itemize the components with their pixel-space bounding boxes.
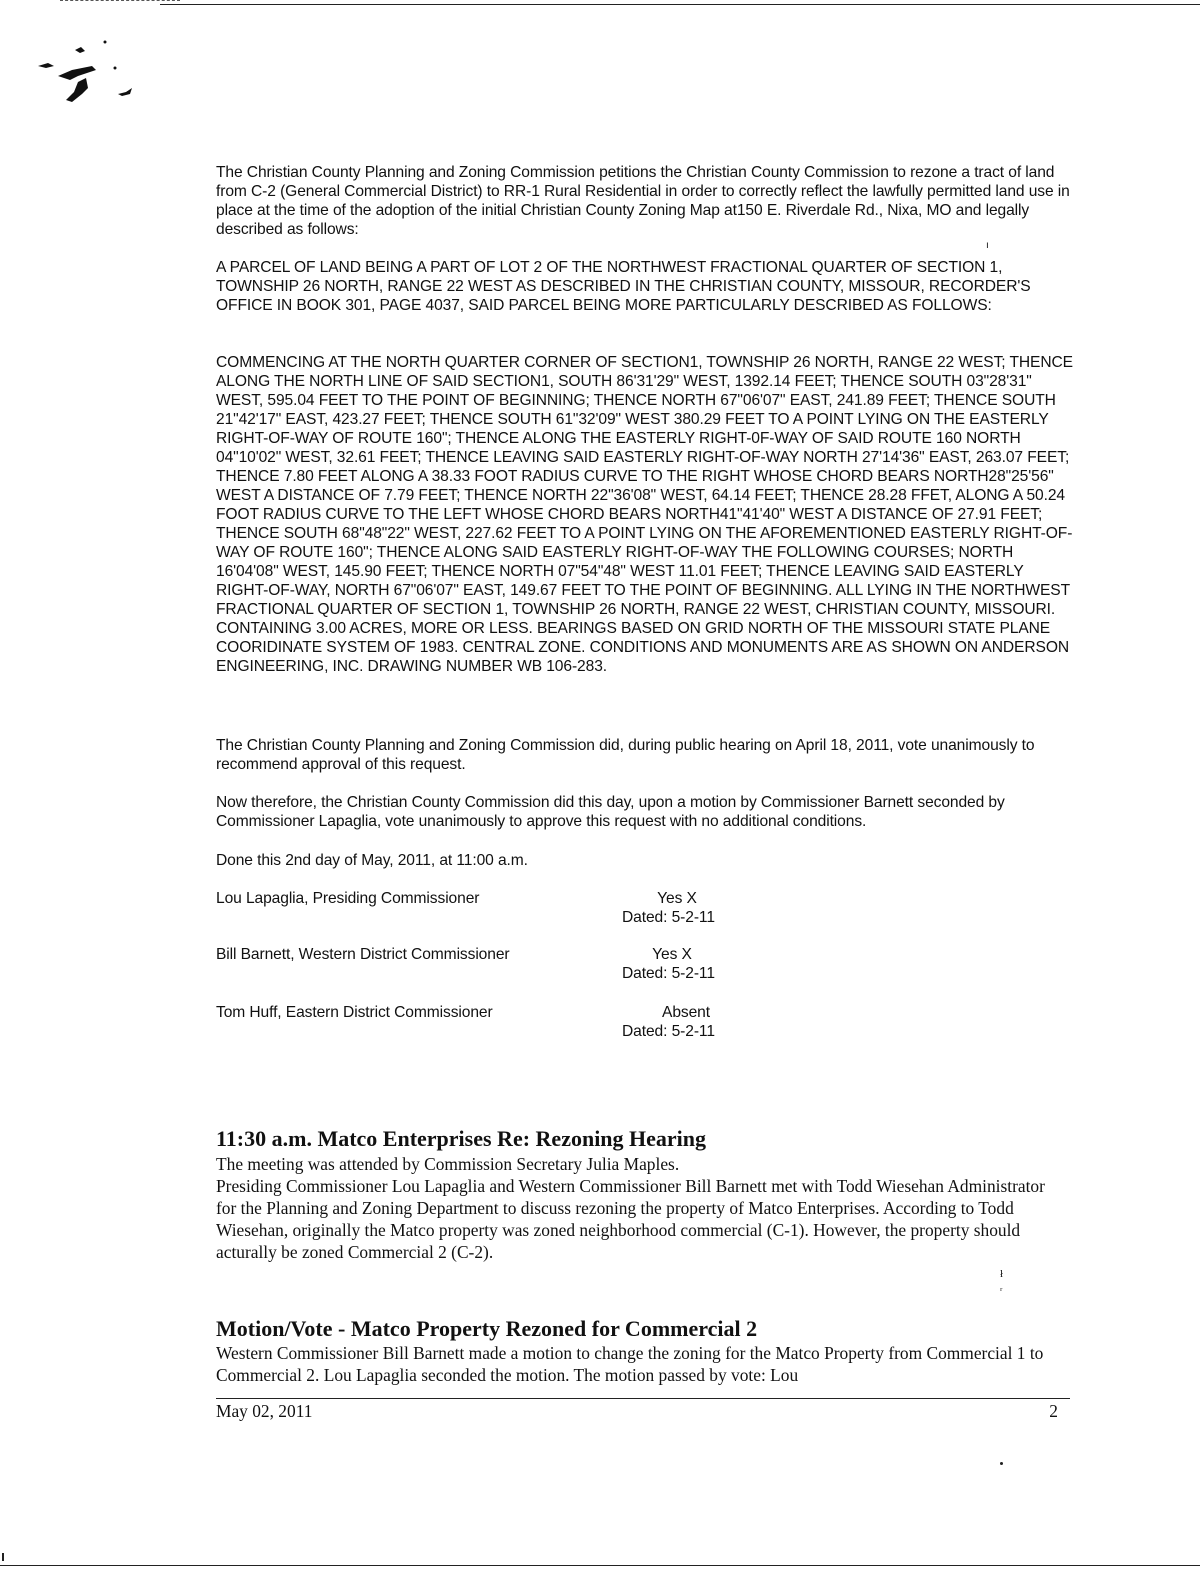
commissioner-name: Lou Lapaglia, Presiding Commissioner bbox=[216, 890, 480, 907]
done-line: Done this 2nd day of May, 2011, at 11:00 a.m. bbox=[216, 852, 528, 869]
attendance-paragraph: The meeting was attended by Commission Secretary Julia Maples. bbox=[216, 1154, 680, 1174]
scan-tick-mark: ł bbox=[1000, 1268, 1004, 1280]
commissioner-name: Bill Barnett, Western District Commissioner bbox=[216, 946, 510, 963]
vote-mark: Absent bbox=[662, 1004, 710, 1021]
signature-row bbox=[216, 889, 816, 929]
scan-tick-mark: ʳ bbox=[1000, 1285, 1003, 1297]
hearing-paragraph: Presiding Commissioner Lou Lapaglia and Western Commissioner Bill Barnett met with Todd Wiesehan Administrator for the Planning and Zoning Department to discuss rezoning the property of Matco Enterprises. According to Todd Wiesehan, originally the Matco property was zoned neighborhood commercial (C-1). However, the property should acturally be zoned Commercial 2 (C-2). bbox=[216, 1176, 1045, 1262]
signature-row bbox=[216, 1003, 816, 1043]
vote-mark: Yes X bbox=[657, 890, 697, 907]
pz-vote-paragraph: The Christian County Planning and Zoning Commission did, during public hearing on April 18, 2011, vote unanimously to recommend approval of this request. bbox=[216, 737, 1035, 773]
page-number: 2 bbox=[1049, 1401, 1058, 1421]
vote-date: Dated: 5-2-11 bbox=[622, 909, 715, 926]
footer-date: May 02, 2011 bbox=[216, 1401, 313, 1421]
page-top-rule bbox=[160, 4, 1200, 5]
commissioner-name: Tom Huff, Eastern District Commissioner bbox=[216, 1004, 493, 1021]
motion-paragraph: Western Commissioner Bill Barnett made a motion to change the zoning for the Matco Property from Commercial 1 to Commercial 2. Lou Lapaglia seconded the motion. The motion passed by vote: Lou bbox=[216, 1343, 1044, 1385]
vote-date: Dated: 5-2-11 bbox=[622, 965, 715, 982]
scan-tick-mark: ı bbox=[986, 240, 989, 251]
section-heading-motion-vote: Motion/Vote - Matco Property Rezoned for Commercial 2 bbox=[216, 1316, 758, 1341]
page-bottom-rule bbox=[0, 1565, 1200, 1566]
page-footer bbox=[216, 1398, 1070, 1421]
parcel-paragraph: A PARCEL OF LAND BEING A PART OF LOT 2 OF THE NORTHWEST FRACTIONAL QUARTER OF SECTION 1, TOWNSHIP 26 NORTH, RANGE 22 WEST AS DESCRIBED IN THE CHRISTIAN COUNTY, MISSOUR, RECORDER'S OFFICE IN BOOK 301, PAGE 4037, SAID PARCEL BEING MORE PARTICULARLY DESCRIBED AS FOLLOWS: bbox=[216, 259, 1031, 314]
section-heading-rezoning-hearing: 11:30 a.m. Matco Enterprises Re: Rezoning Hearing bbox=[216, 1126, 707, 1151]
scan-dot bbox=[1000, 1462, 1003, 1465]
scan-artifact-smudge bbox=[30, 38, 140, 113]
scan-corner-mark bbox=[2, 1553, 4, 1561]
vote-date: Dated: 5-2-11 bbox=[622, 1023, 715, 1040]
vote-mark: Yes X bbox=[652, 946, 692, 963]
signature-row bbox=[216, 945, 816, 985]
legal-description: COMMENCING AT THE NORTH QUARTER CORNER OF SECTION1, TOWNSHIP 26 NORTH, RANGE 22 WEST; THENCE ALONG THE NORTH LINE OF SAID SECTION1, SOUTH 86'31'29" WEST, 1392.14 FEET; THENCE SOUTH 03"28'31" WEST, 595.04 FEET TO THE POINT OF BEGINNING; THENCE NORTH 67"06'07" EAST, 241.89 FEET; THENCE SOUTH 21"42'17" EAST, 423.27 FEET; THENCE SOUTH 61"32'09" WEST 380.29 FEET TO A POINT LYING ON THE EASTERLY RIGHT-OF-WAY OF ROUTE 160"; THENCE ALONG THE EASTERLY RIGHT-0F-WAY OF SAID ROUTE 160 NORTH 04"10'02" WEST, 32.61 FEET; THENCE LEAVING SAID EASTERLY RIGHT-OF-WAY NORTH 27'14'36" EAST, 263.07 FEET; THENCE 7.80 FEET ALONG A 38.33 FOOT RADIUS CURVE TO THE RIGHT WHOSE CHORD BEARS NORTH28"25'56" WEST A DISTANCE OF 7.79 FEET; THENCE NORTH 22"36'08" WEST, 64.14 FEET; THENCE 28.28 FFET, ALONG A 50.24 FOOT RADIUS CURVE TO THE LEFT WHOSE CHORD BEARS NORTH41"41'40" WEST A DISTANCE OF 27.91 FEET; THENCE SOUTH 68"48"22" WEST, 227.62 FEET TO A POINT LYING ON THE AFOREMENTIONED EASTERLY RIGHT-OF-WAY OF ROUTE 160"; THENCE ALONG SAID EASTERLY RIGHT-OF-WAY THE FOLLOWING COURSES; NORTH 16'04'08" WEST, 145.90 FEET; THENCE NORTH 07"54"48" WEST 11.01 FEET; THENCE LEAVING SAID EASTERLY RIGHT-OF-WAY, NORTH 67"06'07" EAST, 149.67 FEET TO THE POINT OF BEGINNING. ALL LYING IN THE NORTHWEST FRACTIONAL QUARTER OF SECTION 1, TOWNSHIP 26 NORTH, RANGE 22 WEST, CHRISTIAN COUNTY, MISSOURI. CONTAINING 3.00 ACRES, MORE OR LESS. BEARINGS BASED ON GRID NORTH OF THE MISSOURI STATE PLANE COORIDINATE SYSTEM OF 1983. CENTRAL ZONE. CONDITIONS AND MONUMENTS ARE AS SHOWN ON ANDERSON ENGINEERING, INC. DRAWING NUMBER WB 106-283. bbox=[216, 354, 1073, 675]
therefore-paragraph: Now therefore, the Christian County Commission did this day, upon a motion by Commissioner Barnett seconded by Commissioner Lapaglia, vote unanimously to approve this request with no additional conditions. bbox=[216, 794, 1005, 830]
intro-paragraph: The Christian County Planning and Zoning Commission petitions the Christian County Commission to rezone a tract of land from C-2 (General Commercial District) to RR-1 Rural Residential in order to correctly reflect the lawfully permitted land use in place at the time of the adoption of the initial Christian County Zoning Map at150 E. Riverdale Rd., Nixa, MO and legally described as follows: bbox=[216, 164, 1070, 238]
